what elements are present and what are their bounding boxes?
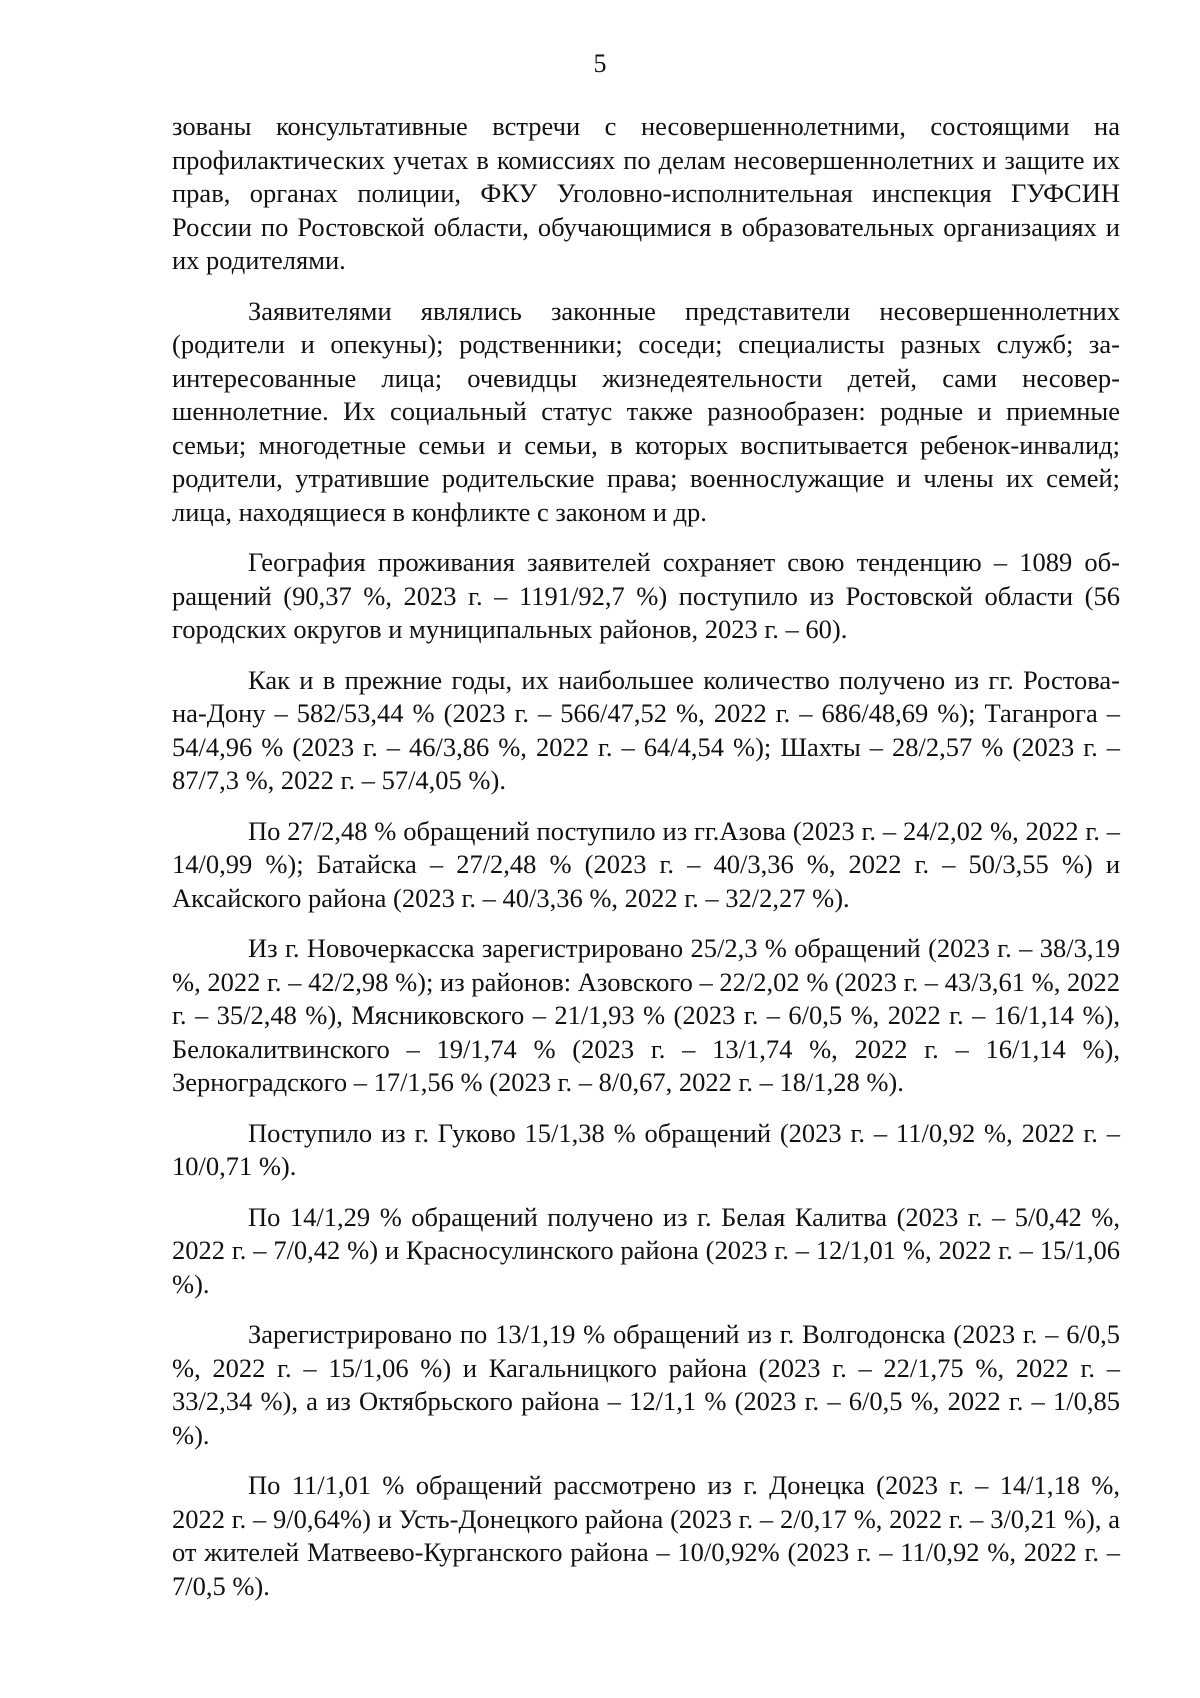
paragraph-6: Из г. Новочеркасска зарегистрировано 25/2,3 % обращений (2023 г. – 38/3,19 %, 2022 г. – 42/2,98 %); из районов: Азовского – 22/2,02 % (2023 г. – 43/3,61 %, 2022 г. – 35/2,48 %), Мясниковского – 21/1,93 % (2023 г. – 6/0,5 %, 2022 г. – 16/1,14 %), Белокалитвинского – 19/1,74 % (2023 г. – 13/1,74 %, 2022 г. – 16/1,14 %), Зерноградского – 17/1,56 % (2023 г. – 8/0,67, 2022 г. – 18/1,28 %). — [172, 933, 1120, 1097]
paragraph-10: По 11/1,01 % обращений рассмотрено из г. Донецка (2023 г. – 14/1,18 %, 2022 г. – 9/0,64%) и Усть-Донецкого района (2023 г. – 2/0,17 %, 2022 г. – 3/0,21 %), а от жителей Матвеево-Курганского района – 10/0,92% (2023 г. – 11/0,92 %, 2022 г. – 7/0,5 %). — [172, 1470, 1120, 1601]
paragraph-3: География проживания заявителей сохраняет свою тенденцию – 1089 обращений (90,37 %, 2023 г. – 1191/92,7 %) поступило из Ростовской области (56 городских округов и муниципальных районов, 2023 г. – 60). — [172, 547, 1120, 644]
paragraph-9: Зарегистрировано по 13/1,19 % обращений из г. Волгодонска (2023 г. – 6/0,5 %, 2022 г. – 15/1,06 %) и Кагальницкого района (2023 г. – 22/1,75 %, 2022 г. – 33/2,34 %), а из Октябрьского района – 12/1,1 % (2023 г. – 6/0,5 %, 2022 г. – 1/0,85 %). — [172, 1319, 1120, 1450]
page-number: 5 — [593, 49, 607, 78]
paragraph-8: По 14/1,29 % обращений получено из г. Белая Калитва (2023 г. – 5/0,42 %, 2022 г. – 7/0,42 %) и Красносулинского района (2023 г. – 12/1,01 %, 2022 г. – 15/1,06 %). — [172, 1201, 1120, 1299]
paragraph-5: По 27/2,48 % обращений поступило из гг.Азова (2023 г. – 24/2,02 %, 2022 г. – 14/0,99 %); Батайска – 27/2,48 % (2023 г. – 40/3,36 %, 2022 г. – 50/3,55 %) и Аксайского района (2023 г. – 40/3,36 %, 2022 г. – 32/2,27 %). — [172, 815, 1120, 913]
paragraph-1: зованы консультативные встречи с несовершеннолетними, состоящими на профилактических учетах в комиссиях по делам несовершеннолетних и защите их прав, органах полиции, ФКУ Уголовно-исполнительная инспекция ГУФСИН России по Ростовской области, обучающимися в образовательных организациях и их родителями. — [172, 111, 1120, 275]
paragraph-2: Заявителями являлись законные представители несовершеннолетних (родители и опекуны); родственники; соседи; специалисты разных служб; заинтересованные лица; очевидцы жизнедеятельности детей, сами несовершеннолетние. Их социальный статус также разнообразен: родные и приемные семьи; многодетные семьи и семьи, в которых воспитывается ребенок-инвалид; родители, утратившие родительские права; военнослужащие и члены их семей; лица, находящиеся в конфликте с законом и др. — [172, 295, 1120, 527]
paragraph-4: Как и в прежние годы, их наибольшее количество получено из гг. Ростова-на-Дону – 582/53,44 % (2023 г. – 566/47,52 %, 2022 г. – 686/48,69 %); Таганрога – 54/4,96 % (2023 г. – 46/3,86 %, 2022 г. – 64/4,54 %); Шахты – 28/2,57 % (2023 г. – 87/7,3 %, 2022 г. – 57/4,05 %). — [172, 664, 1120, 795]
document-body — [172, 110, 1120, 1620]
paragraph-7: Поступило из г. Гуково 15/1,38 % обращений (2023 г. – 11/0,92 %, 2022 г. – 10/0,71 %). — [172, 1117, 1120, 1181]
